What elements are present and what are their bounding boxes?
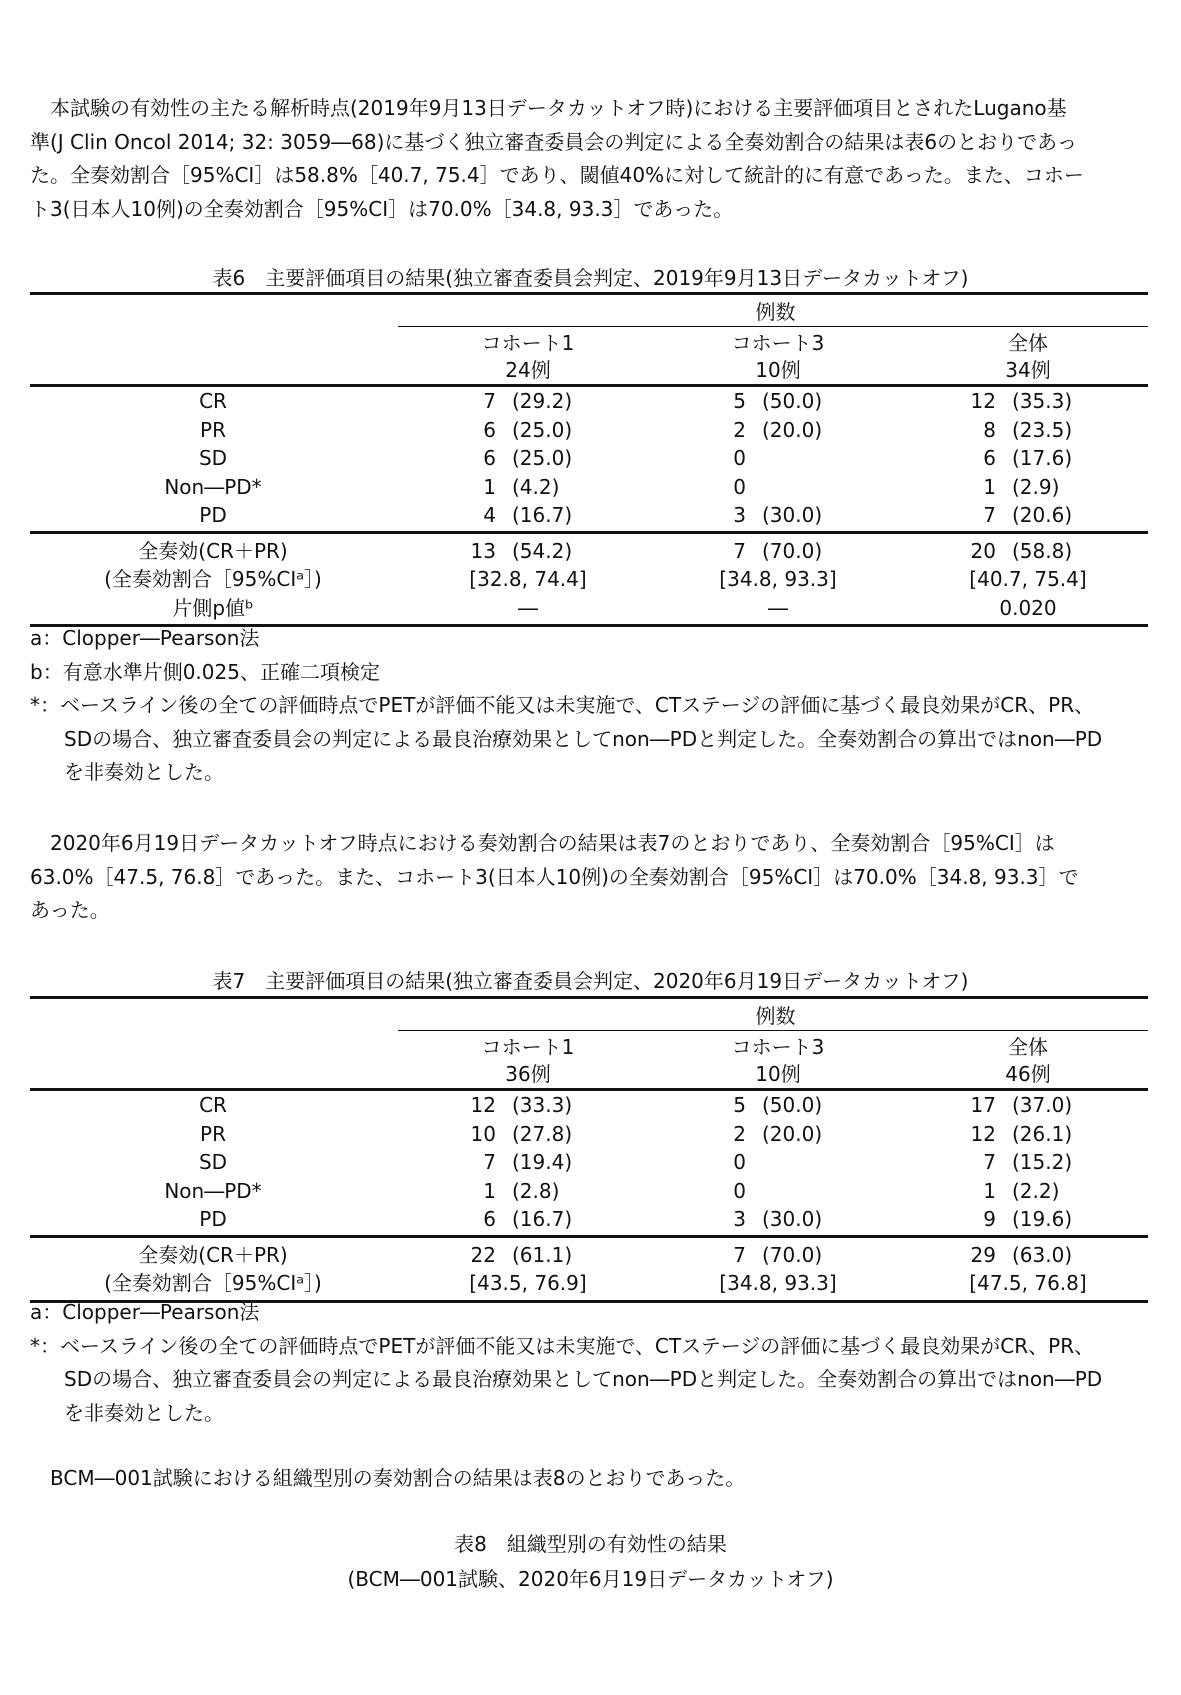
cell-count: 17	[970, 1093, 996, 1117]
group-rule	[398, 1030, 1148, 1031]
cell-count: 0	[733, 1150, 746, 1174]
cell-percent: (25.0)	[512, 417, 573, 442]
cell-count: 7	[483, 1150, 496, 1174]
table-cell	[903, 473, 1153, 501]
table-cell	[403, 444, 653, 472]
table-cell	[403, 1269, 653, 1297]
cell-percent: (30.0)	[762, 1207, 823, 1231]
table-cell	[903, 565, 1153, 593]
table-cell	[653, 387, 903, 415]
table-cell	[403, 1120, 653, 1148]
table-cell	[403, 1177, 653, 1205]
table-cell	[653, 444, 903, 472]
cell-count: 10	[470, 1121, 496, 1146]
cell-count: 29	[970, 1242, 996, 1267]
table-row	[30, 444, 1148, 472]
cell-count: 6	[983, 446, 996, 470]
cell-percent: (27.8)	[512, 1121, 573, 1146]
cell-count: 2	[733, 417, 746, 442]
cell-count: 12	[470, 1093, 496, 1117]
cell-value: [43.5, 76.9]	[469, 1271, 587, 1295]
cell-count: 7	[733, 1242, 746, 1267]
cell-percent: (26.1)	[1012, 1121, 1073, 1146]
cell-count: 3	[733, 1207, 746, 1231]
table-cell	[403, 1205, 653, 1233]
cell-percent: (35.3)	[1012, 389, 1073, 413]
cell-count: 0	[733, 446, 746, 470]
table-row	[30, 1269, 1148, 1297]
table6-footnotes	[30, 622, 1160, 790]
table-row	[30, 1177, 1148, 1205]
table-cell	[653, 1205, 903, 1233]
cell-count: 0	[733, 474, 746, 499]
footnote: *：ベースライン後の全ての評価時点でPETが評価不能又は未実施で、CTステージの評価に基づく最良効果がCR、PR、	[30, 1333, 1095, 1358]
column-header: コホート1	[481, 1035, 575, 1059]
cell-value: 0.020	[999, 595, 1057, 620]
table-row	[30, 1148, 1148, 1176]
cell-count: 7	[983, 1150, 996, 1174]
cell-percent: (19.4)	[512, 1150, 573, 1174]
table-cell	[403, 1091, 653, 1119]
cell-count: 8	[983, 417, 996, 442]
cell-percent: (50.0)	[762, 1093, 823, 1117]
row-label: 全奏効(CR＋PR)	[138, 1242, 288, 1267]
table-row	[30, 594, 1148, 622]
table-cell	[653, 1177, 903, 1205]
summary-rule	[30, 1235, 1148, 1238]
table-cell	[653, 537, 903, 565]
cell-value: ―	[518, 595, 538, 620]
cell-percent: (58.8)	[1012, 538, 1073, 563]
column-n: 36例	[505, 1062, 551, 1086]
cell-percent: (63.0)	[1012, 1242, 1073, 1267]
cell-count: 3	[733, 503, 746, 527]
cell-value: [34.8, 93.3]	[719, 1271, 837, 1295]
cell-percent: (50.0)	[762, 389, 823, 413]
cell-percent: (2.9)	[1012, 474, 1060, 499]
table-cell	[653, 1091, 903, 1119]
cell-count: 0	[733, 1178, 746, 1203]
row-label: PR	[200, 1121, 226, 1146]
column-header: 全体	[1008, 331, 1048, 355]
row-label: SD	[198, 446, 228, 470]
table-top-rule	[30, 996, 1148, 999]
cell-value: [34.8, 93.3]	[719, 567, 837, 591]
cell-count: 1	[983, 474, 996, 499]
table-cell	[903, 387, 1153, 415]
cell-count: 13	[470, 538, 496, 563]
summary-rule	[30, 531, 1148, 534]
table-cell	[653, 473, 903, 501]
cell-count: 1	[483, 474, 496, 499]
table-row	[30, 537, 1148, 565]
group-header: 例数	[755, 1004, 796, 1028]
cell-value: ―	[768, 595, 788, 620]
group-header: 例数	[755, 300, 796, 324]
table-cell	[903, 1177, 1153, 1205]
cell-percent: (20.0)	[762, 1121, 823, 1146]
table-row	[30, 416, 1148, 444]
table7-caption: 表7 主要評価項目の結果(独立審査委員会判定、2020年6月19日データカットオフ)	[212, 969, 969, 993]
cell-percent	[746, 444, 854, 472]
table-row	[30, 387, 1148, 415]
cell-count: 4	[483, 503, 496, 527]
cell-percent: (54.2)	[512, 538, 573, 563]
table-cell	[653, 565, 903, 593]
text-line: た。全奏効割合［95%CI］は58.8%［40.7, 75.4］であり、閾値40%に対して統計的に有意であった。また、コホー	[30, 163, 1084, 187]
cell-count: 20	[970, 538, 996, 563]
table-cell	[653, 501, 903, 529]
column-header: 全体	[1008, 1035, 1048, 1059]
row-label: CR	[199, 389, 227, 413]
cell-count: 7	[733, 538, 746, 563]
row-label: PR	[200, 417, 226, 442]
row-label: 全奏効(CR＋PR)	[138, 538, 288, 563]
paragraph-3	[30, 1462, 1150, 1496]
cell-count: 2	[733, 1121, 746, 1146]
table7-footnotes	[30, 1296, 1160, 1430]
footnote: SDの場合、独立審査委員会の判定による最良治療効果としてnon―PDと判定した。全奏効割合の算出ではnon―PD	[64, 726, 1103, 751]
table8-caption-sub: (BCM―001試験、2020年6月19日データカットオフ)	[347, 1567, 834, 1591]
table-cell	[403, 501, 653, 529]
cell-percent: (30.0)	[762, 503, 823, 527]
table-cell	[403, 387, 653, 415]
cell-count: 5	[733, 389, 746, 413]
column-header: コホート3	[731, 331, 825, 355]
paragraph-1	[30, 92, 1150, 226]
table-cell	[403, 1148, 653, 1176]
cell-percent: (70.0)	[762, 1242, 823, 1267]
text-line: ト3(日本人10例)の全奏効割合［95%CI］は70.0%［34.8, 93.3］であった。	[30, 196, 734, 221]
cell-percent: (19.6)	[1012, 1207, 1073, 1231]
table-cell	[903, 1269, 1153, 1297]
cell-percent	[746, 473, 854, 501]
table-cell	[653, 1241, 903, 1269]
table-cell	[903, 1241, 1153, 1269]
cell-count: 5	[733, 1093, 746, 1117]
cell-percent: (37.0)	[1012, 1093, 1073, 1117]
column-n: 46例	[1005, 1062, 1051, 1086]
table-cell	[403, 594, 653, 622]
table-cell	[903, 1091, 1153, 1119]
cell-percent: (61.1)	[512, 1242, 573, 1267]
table-row	[30, 473, 1148, 501]
cell-count: 7	[483, 389, 496, 413]
footnote: を非奏効とした。	[64, 760, 224, 784]
cell-percent: (20.6)	[1012, 503, 1073, 527]
table-top-rule	[30, 292, 1148, 295]
table-cell	[653, 1120, 903, 1148]
table-cell	[903, 501, 1153, 529]
text-line: あった。	[30, 898, 110, 922]
table-row	[30, 1241, 1148, 1269]
column-n: 10例	[755, 358, 801, 382]
cell-value: [32.8, 74.4]	[469, 567, 587, 591]
column-header: コホート1	[481, 331, 575, 355]
table-cell	[653, 1148, 903, 1176]
column-n: 34例	[1005, 358, 1051, 382]
cell-percent: (15.2)	[1012, 1150, 1073, 1174]
table-cell	[903, 1120, 1153, 1148]
cell-percent	[746, 1177, 854, 1205]
row-label: 片側p値ᵇ	[172, 595, 254, 620]
column-header: コホート3	[731, 1035, 825, 1059]
footnote: b：有意水準片側0.025、正確二項検定	[30, 659, 380, 684]
cell-count: 12	[970, 1121, 996, 1146]
table-cell	[903, 416, 1153, 444]
row-label: (全奏効割合［95%CIᵃ］)	[104, 1271, 322, 1295]
table-cell	[403, 537, 653, 565]
cell-count: 1	[983, 1178, 996, 1203]
cell-count: 7	[983, 503, 996, 527]
cell-percent: (2.2)	[1012, 1178, 1060, 1203]
row-label: (全奏効割合［95%CIᵃ］)	[104, 567, 322, 591]
table-row	[30, 1120, 1148, 1148]
cell-percent: (70.0)	[762, 538, 823, 563]
cell-count: 12	[970, 389, 996, 413]
table-row	[30, 565, 1148, 593]
row-label: PD	[199, 1207, 227, 1231]
paragraph-2	[30, 827, 1150, 928]
cell-percent: (23.5)	[1012, 417, 1073, 442]
cell-percent: (16.7)	[512, 1207, 573, 1231]
row-label: CR	[199, 1093, 227, 1117]
cell-percent: (16.7)	[512, 503, 573, 527]
table-cell	[903, 537, 1153, 565]
cell-percent: (2.8)	[512, 1178, 560, 1203]
table-cell	[403, 473, 653, 501]
cell-percent: (29.2)	[512, 389, 573, 413]
group-rule	[398, 326, 1148, 327]
cell-value: [47.5, 76.8]	[969, 1271, 1087, 1295]
text-line: 2020年6月19日データカットオフ時点における奏効割合の結果は表7のとおりであり、全奏効割合［95%CI］は	[30, 831, 1055, 855]
cell-percent: (25.0)	[512, 446, 573, 470]
cell-percent	[746, 1148, 854, 1176]
cell-count: 22	[470, 1242, 496, 1267]
table-cell	[903, 444, 1153, 472]
table-cell	[903, 1205, 1153, 1233]
cell-percent: (4.2)	[512, 474, 560, 499]
cell-count: 6	[483, 1207, 496, 1231]
table-cell	[903, 1148, 1153, 1176]
column-n: 10例	[755, 1062, 801, 1086]
table-row	[30, 501, 1148, 529]
table-cell	[403, 1241, 653, 1269]
table-cell	[903, 594, 1153, 622]
table-row	[30, 1205, 1148, 1233]
row-label: SD	[198, 1150, 228, 1174]
cell-percent: (20.0)	[762, 417, 823, 442]
table-row	[30, 1091, 1148, 1119]
text-line: 63.0%［47.5, 76.8］であった。また、コホート3(日本人10例)の全奏効割合［95%CI］は70.0%［34.8, 93.3］で	[30, 864, 1079, 889]
row-label: Non―PD*	[164, 474, 262, 499]
footnote: a：Clopper―Pearson法	[30, 1300, 260, 1324]
table-cell	[653, 416, 903, 444]
cell-count: 6	[483, 417, 496, 442]
footnote: a：Clopper―Pearson法	[30, 626, 260, 650]
cell-percent: (33.3)	[512, 1093, 573, 1117]
row-label: Non―PD*	[164, 1178, 262, 1203]
footnote: *：ベースライン後の全ての評価時点でPETが評価不能又は未実施で、CTステージの評価に基づく最良効果がCR、PR、	[30, 693, 1095, 717]
table-cell	[653, 594, 903, 622]
footnote: SDの場合、独立審査委員会の判定による最良治療効果としてnon―PDと判定した。全奏効割合の算出ではnon―PD	[64, 1367, 1103, 1391]
cell-count: 1	[483, 1178, 496, 1203]
cell-count: 9	[983, 1207, 996, 1231]
column-n: 24例	[505, 358, 551, 382]
table6-caption: 表6 主要評価項目の結果(独立審査委員会判定、2019年9月13日データカットオフ)	[212, 266, 969, 290]
cell-percent: (17.6)	[1012, 446, 1073, 470]
footnote: を非奏効とした。	[64, 1400, 224, 1425]
text-line: 本試験の有効性の主たる解析時点(2019年9月13日データカットオフ時)における主要評価項目とされたLugano基	[30, 96, 1067, 120]
table-cell	[403, 416, 653, 444]
text-line: 準(J Clin Oncol 2014; 32: 3059―68)に基づく独立審査委員会の判定による全奏効割合の結果は表6のとおりであっ	[30, 129, 1077, 154]
row-label: PD	[199, 503, 227, 527]
table-cell	[653, 1269, 903, 1297]
cell-value: [40.7, 75.4]	[969, 567, 1087, 591]
table8-caption: 表8 組織型別の有効性の結果	[454, 1532, 727, 1556]
cell-count: 6	[483, 446, 496, 470]
table-cell	[403, 565, 653, 593]
text-line: BCM―001試験における組織型別の奏効割合の結果は表8のとおりであった。	[30, 1466, 746, 1490]
